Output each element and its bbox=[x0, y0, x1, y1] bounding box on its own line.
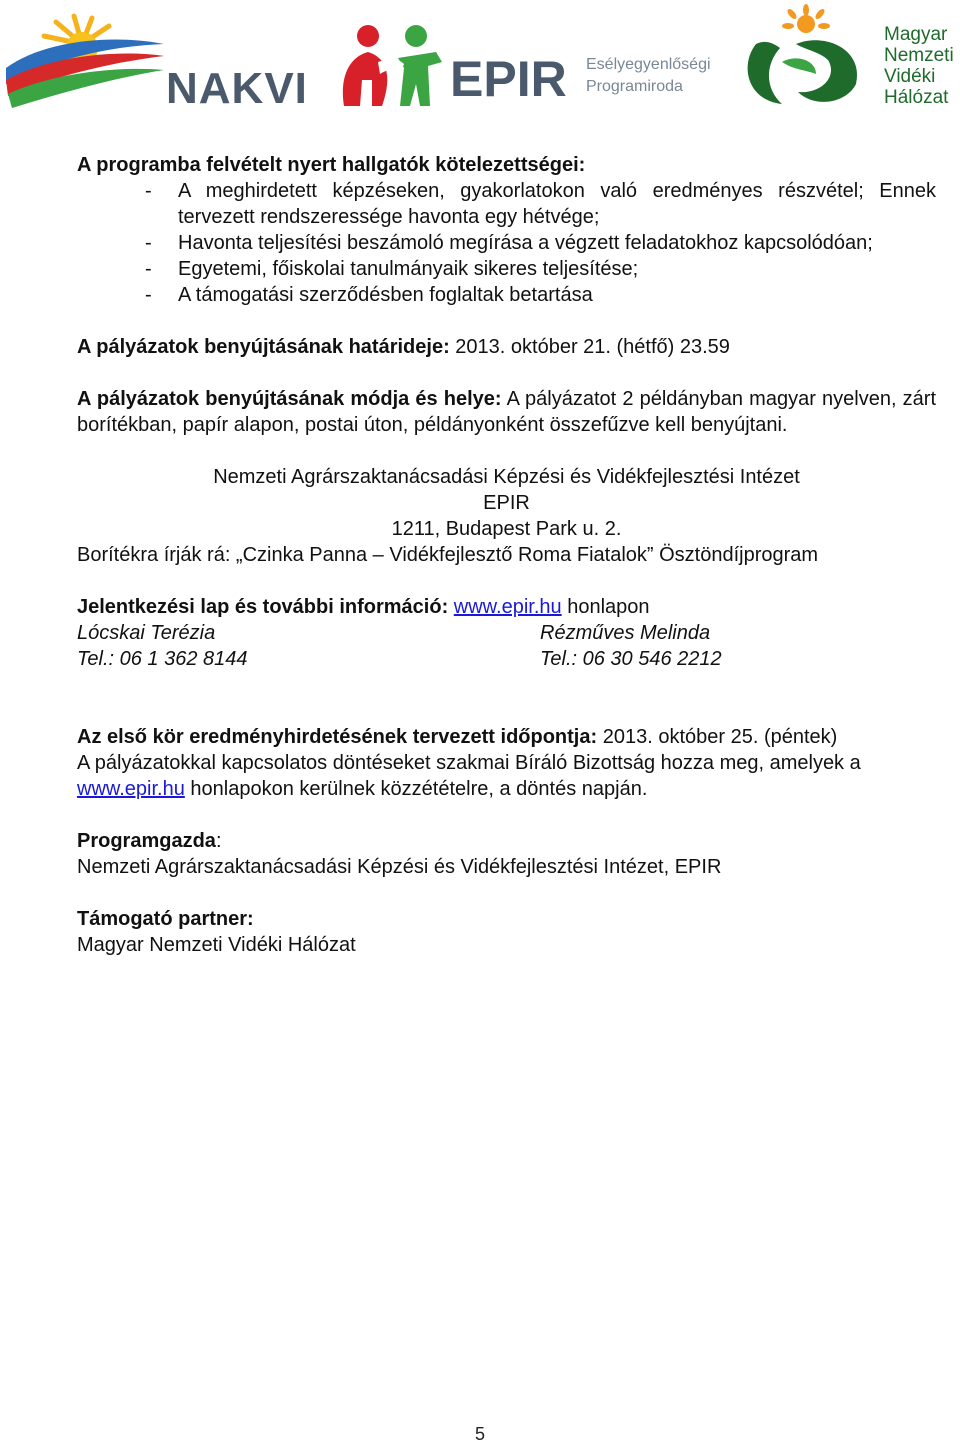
header-logos bbox=[0, 0, 960, 120]
contact-phone: Tel.: 06 30 546 2212 bbox=[540, 648, 722, 670]
host-value: Nemzeti Agrárszaktanácsadási Képzési és Vidékfejlesztési Intézet, EPIR bbox=[77, 856, 722, 878]
contacts bbox=[77, 620, 936, 672]
results-date: Az első kör eredményhirdetésének tervezett időpontja: 2013. október 25. (péntek) bbox=[77, 726, 838, 748]
epir-link[interactable]: www.epir.hu bbox=[453, 596, 562, 618]
mnvh-line-4: Hálózat bbox=[884, 87, 949, 108]
nakvi-wordmark: NAKVI bbox=[166, 64, 308, 113]
list-item: - Egyetemi, főiskolai tanulmányaik sikeres teljesítése; bbox=[145, 258, 639, 280]
application-info: Jelentkezési lap és további információ: www.epir.hu honlapon bbox=[77, 596, 650, 618]
epir-subtitle-line2: Programiroda bbox=[586, 78, 683, 95]
contact-phone: Tel.: 06 1 362 8144 bbox=[77, 648, 248, 670]
mnvh-leaf-sun-icon bbox=[736, 4, 882, 112]
contact-2 bbox=[540, 620, 722, 672]
epir-people-icon bbox=[338, 22, 448, 108]
contact-1 bbox=[77, 620, 540, 672]
mnvh-line-3: Vidéki bbox=[884, 66, 936, 87]
host-heading: Programgazda: bbox=[77, 830, 222, 852]
page-number: 5 bbox=[474, 1424, 485, 1444]
obligations-list bbox=[77, 178, 936, 308]
partner-value: Magyar Nemzeti Vidéki Hálózat bbox=[77, 934, 356, 956]
epir-subtitle-line1: Esélyegyenlőségi bbox=[586, 56, 711, 73]
partner-heading: Támogató partner: bbox=[77, 908, 254, 930]
epir-wordmark: EPIR bbox=[450, 51, 567, 107]
envelope-note: Borítékra írják rá: „Czinka Panna – Vidékfejlesztő Roma Fiatalok” Ösztöndíjprogram bbox=[77, 544, 819, 566]
submission: A pályázatok benyújtásának módja és helye: A pályázatot 2 példányban magyar nyelven, zárt borítékban, papír alapon, postai úton, példányonként összefűzve kell benyújtani. bbox=[77, 388, 936, 436]
deadline: A pályázatok benyújtásának határideje: 2013. október 21. (hétfő) 23.59 bbox=[77, 336, 730, 358]
epir-logo bbox=[338, 22, 730, 108]
address-line-3: 1211, Budapest Park u. 2. bbox=[391, 518, 622, 540]
list-item: - A támogatási szerződésben foglaltak betartása bbox=[145, 284, 593, 306]
mnvh-line-1: Magyar bbox=[884, 24, 948, 45]
list-item: - A meghirdetett képzéseken, gyakorlatokon való eredményes részvétel; Ennek tervezett rendszeressége havonta egy hétvége; bbox=[145, 180, 936, 228]
contact-name: Lócskai Terézia bbox=[77, 622, 216, 644]
document-body bbox=[77, 152, 936, 958]
contact-name: Rézműves Melinda bbox=[540, 622, 711, 644]
list-item: - Havonta teljesítési beszámoló megírása a végzett feladatokhoz kapcsolódóan; bbox=[145, 232, 873, 254]
results-link-line: www.epir.hu honlapokon kerülnek közzétételre, a döntés napján. bbox=[77, 778, 648, 800]
address-line-1: Nemzeti Agrárszaktanácsadási Képzési és Vidékfejlesztési Intézet bbox=[213, 466, 800, 488]
address-line-2: EPIR bbox=[483, 492, 530, 514]
obligations-heading: A programba felvételt nyert hallgatók kötelezettségei: bbox=[77, 154, 586, 176]
nakvi-logo bbox=[4, 10, 314, 113]
mnvh-line-2: Nemzeti bbox=[884, 45, 954, 66]
mnvh-logo bbox=[736, 4, 960, 112]
epir-link[interactable]: www.epir.hu bbox=[77, 778, 185, 800]
results-text: A pályázatokkal kapcsolatos döntéseket szakmai Bíráló Bizottság hozza meg, amelyek a bbox=[77, 752, 861, 774]
